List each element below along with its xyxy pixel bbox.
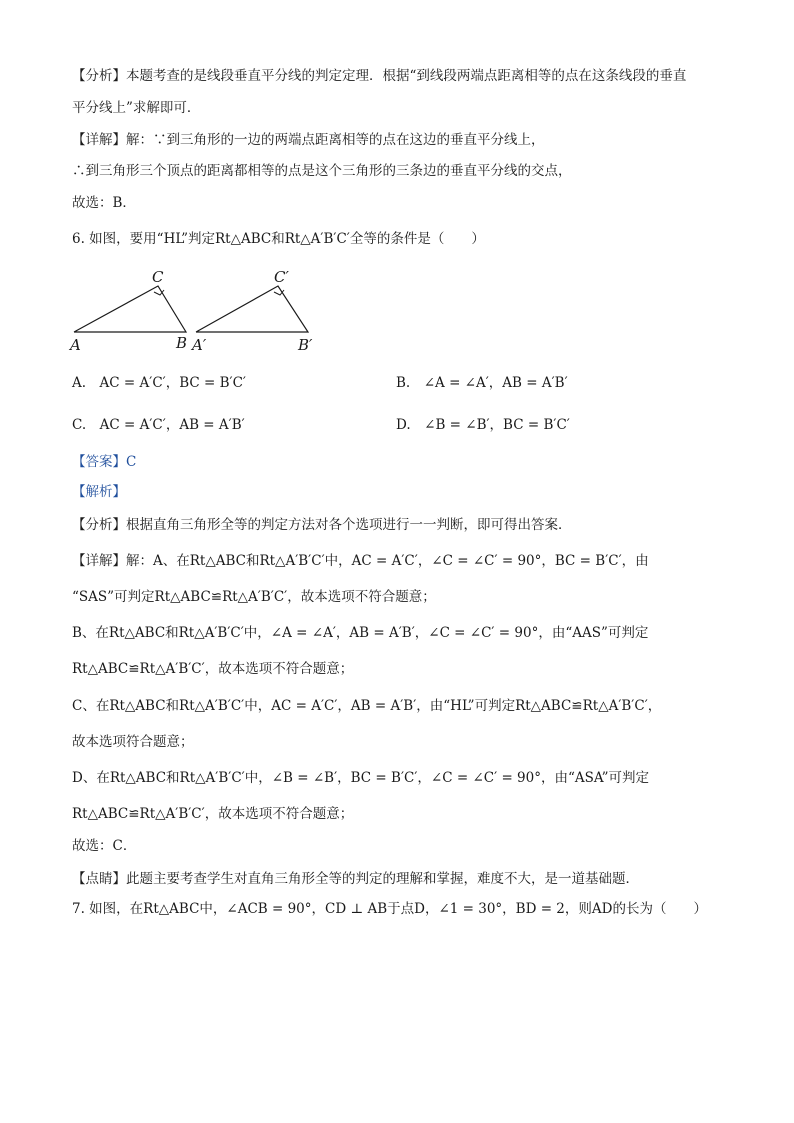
option-d: D. ∠B = ∠B′，BC = B′C′ (396, 417, 570, 433)
label-b-prime: B′ (298, 336, 313, 354)
triangle-abc (74, 286, 186, 332)
xiangjie-line-2: “SAS”可判定Rt△ABC≌Rt△A′B′C′，故本选项不符合题意； (72, 589, 436, 605)
fenxi-line: 【分析】根据直角三角形全等的判定方法对各个选项进行一一判断，即可得出答案． (72, 517, 572, 533)
xiangjie-line-5: C、在Rt△ABC和Rt△A′B′C′中，AC = A′C′，AB = A′B′，由“HL”可判定Rt△ABC≌Rt△A′B′C′， (72, 698, 662, 714)
xiangjie-line-6: 故本选项符合题意； (72, 734, 194, 750)
label-a: A (70, 336, 81, 354)
xiangjie-line-1: 【详解】解：A、在Rt△ABC和Rt△A′B′C′中，AC = A′C′，∠C = ∠C′ = 90°，BC = B′C′，由 (72, 553, 649, 569)
option-c: C. AC = A′C′，AB = A′B′ (72, 417, 245, 433)
choice-line: 故选：B． (72, 195, 136, 211)
triangle-a2b2c2 (196, 286, 308, 332)
triangles-figure (70, 268, 330, 354)
question-6-stem: 6. 如图，要用“HL”判定Rt△ABC和Rt△A′B′C′全等的条件是（ ） (72, 231, 485, 247)
label-c: C (152, 268, 164, 286)
detail-line-2: ∴到三角形三个顶点的距离都相等的点是这个三角形的三条边的垂直平分线的交点， (72, 163, 572, 179)
xiangjie-line-8: Rt△ABC≌Rt△A′B′C′，故本选项不符合题意； (72, 806, 354, 822)
label-b: B (176, 334, 188, 352)
analysis-line-2: 平分线上”求解即可． (72, 100, 201, 116)
dianjing-line: 【点睛】此题主要考查学生对直角三角形全等的判定的理解和掌握，难度不大，是一道基础题． (72, 871, 639, 887)
analysis-line-1: 【分析】本题考查的是线段垂直平分线的判定定理．根据“到线段两端点距离相等的点在这条线段的垂直 (72, 68, 687, 84)
xiangjie-line-7: D、在Rt△ABC和Rt△A′B′C′中，∠B = ∠B′，BC = B′C′，∠C = ∠C′ = 90°，由“ASA”可判定 (72, 770, 650, 786)
right-angle-mark-c2 (274, 290, 284, 295)
option-b: B. ∠A = ∠A′，AB = A′B′ (396, 375, 568, 391)
triangles-svg (70, 268, 330, 354)
xiangjie-line-3: B、在Rt△ABC和Rt△A′B′C′中，∠A = ∠A′，AB = A′B′，∠C = ∠C′ = 90°，由“AAS”可判定 (72, 625, 649, 641)
question-7-stem: 7. 如图，在Rt△ABC中，∠ACB = 90°，CD ⊥ AB于点D，∠1 = 30°，BD = 2，则AD的长为（ ） (72, 901, 707, 917)
jiexi-tag: 【解析】 (72, 484, 126, 500)
detail-line-1: 【详解】解：∵到三角形的一边的两端点距离相等的点在这边的垂直平分线上， (72, 132, 545, 148)
label-a-prime: A′ (192, 336, 207, 354)
label-c-prime: C′ (274, 268, 289, 286)
answer-tag: 【答案】C (72, 454, 137, 470)
xiangjie-line-4: Rt△ABC≌Rt△A′B′C′，故本选项不符合题意； (72, 661, 354, 677)
xiangjie-line-9: 故选：C． (72, 838, 137, 854)
option-a: A. AC = A′C′，BC = B′C′ (72, 375, 246, 391)
